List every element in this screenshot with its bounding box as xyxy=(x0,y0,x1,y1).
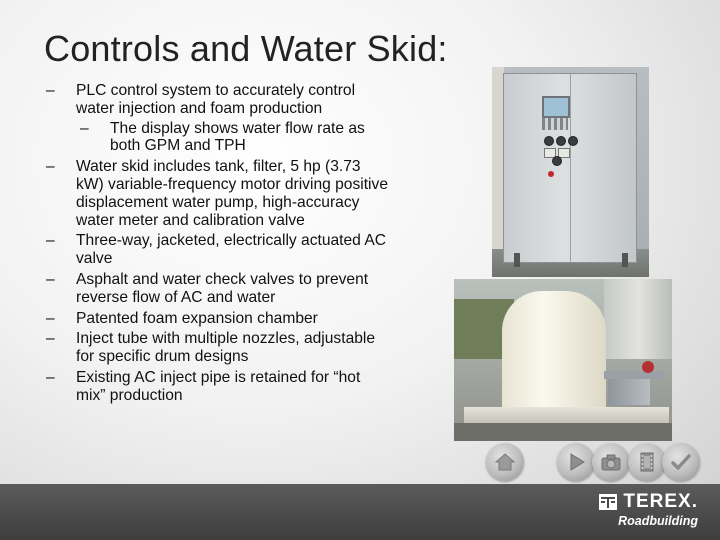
bullet-dash: – xyxy=(46,368,55,386)
check-button[interactable] xyxy=(662,443,700,481)
bullet-dash: – xyxy=(46,232,55,250)
check-icon xyxy=(669,450,693,474)
play-button[interactable] xyxy=(557,443,595,481)
water-pump xyxy=(608,379,650,405)
bullet-dash: – xyxy=(46,330,55,348)
brand-logo xyxy=(599,491,698,528)
skid-frame xyxy=(464,407,669,423)
skid-base xyxy=(454,423,672,441)
bullet-text: Asphalt and water check valves to prevent reverse flow of AC and water xyxy=(76,270,369,306)
bullet-text: Three-way, jacketed, electrically actuated AC valve xyxy=(76,232,386,268)
bullet-list xyxy=(46,82,392,408)
bullet-dash: – xyxy=(80,119,89,137)
bullet-text: Patented foam expansion chamber xyxy=(76,309,318,327)
bullet-item xyxy=(46,330,392,366)
terex-logo-icon xyxy=(599,494,617,510)
bullet-text: PLC control system to accurately control water injection and foam production xyxy=(76,82,356,117)
bullet-item xyxy=(46,158,392,229)
film-button[interactable] xyxy=(628,443,666,481)
bullet-text: The display shows water flow rate as both GPM and TPH xyxy=(110,119,365,155)
slide-title: Controls and Water Skid: xyxy=(44,28,448,69)
bullet-text: Inject tube with multiple nozzles, adjustable for specific drum designs xyxy=(76,330,376,366)
water-tank xyxy=(502,291,606,423)
home-icon xyxy=(493,450,517,474)
bullet-dash: – xyxy=(46,270,55,288)
bullet-item xyxy=(46,271,392,307)
camera-button[interactable] xyxy=(592,443,630,481)
indicator-light xyxy=(548,171,554,177)
control-cabinet xyxy=(503,73,637,263)
plc-display xyxy=(542,96,570,118)
bullet-item xyxy=(46,310,392,328)
plc-keypad xyxy=(542,118,568,130)
home-button[interactable] xyxy=(486,443,524,481)
control-cabinet-photo xyxy=(492,67,649,277)
brand-name: TEREX. xyxy=(623,491,698,512)
cabinet-leg xyxy=(622,253,628,267)
sub-bullet-item xyxy=(46,120,392,156)
bullet-item xyxy=(46,369,392,405)
water-skid-photo xyxy=(454,279,672,441)
bullet-text: Water skid includes tank, filter, 5 hp (3.73 kW) variable-frequency motor driving positive displacement water pump, high-accuracy water meter and calibration valve xyxy=(76,158,388,229)
bullet-dash: – xyxy=(46,82,55,99)
skid-pipe xyxy=(604,371,664,379)
selector-switch xyxy=(556,136,566,146)
bullet-dash: – xyxy=(46,158,55,176)
selector-switch xyxy=(552,156,562,166)
selector-switch xyxy=(568,136,578,146)
cabinet-leg xyxy=(514,253,520,267)
photo-background-silo xyxy=(604,279,672,359)
bullet-item xyxy=(46,82,392,118)
selector-switch xyxy=(544,136,554,146)
cabinet-door-seam xyxy=(570,74,571,262)
play-icon xyxy=(564,450,588,474)
brand-division: Roadbuilding xyxy=(618,514,698,528)
calibration-valve xyxy=(642,361,654,373)
bullet-text: Existing AC inject pipe is retained for “hot mix” production xyxy=(76,368,361,404)
camera-icon xyxy=(599,450,623,474)
bullet-item xyxy=(46,232,392,268)
film-icon xyxy=(635,450,659,474)
bullet-dash: – xyxy=(46,309,55,327)
